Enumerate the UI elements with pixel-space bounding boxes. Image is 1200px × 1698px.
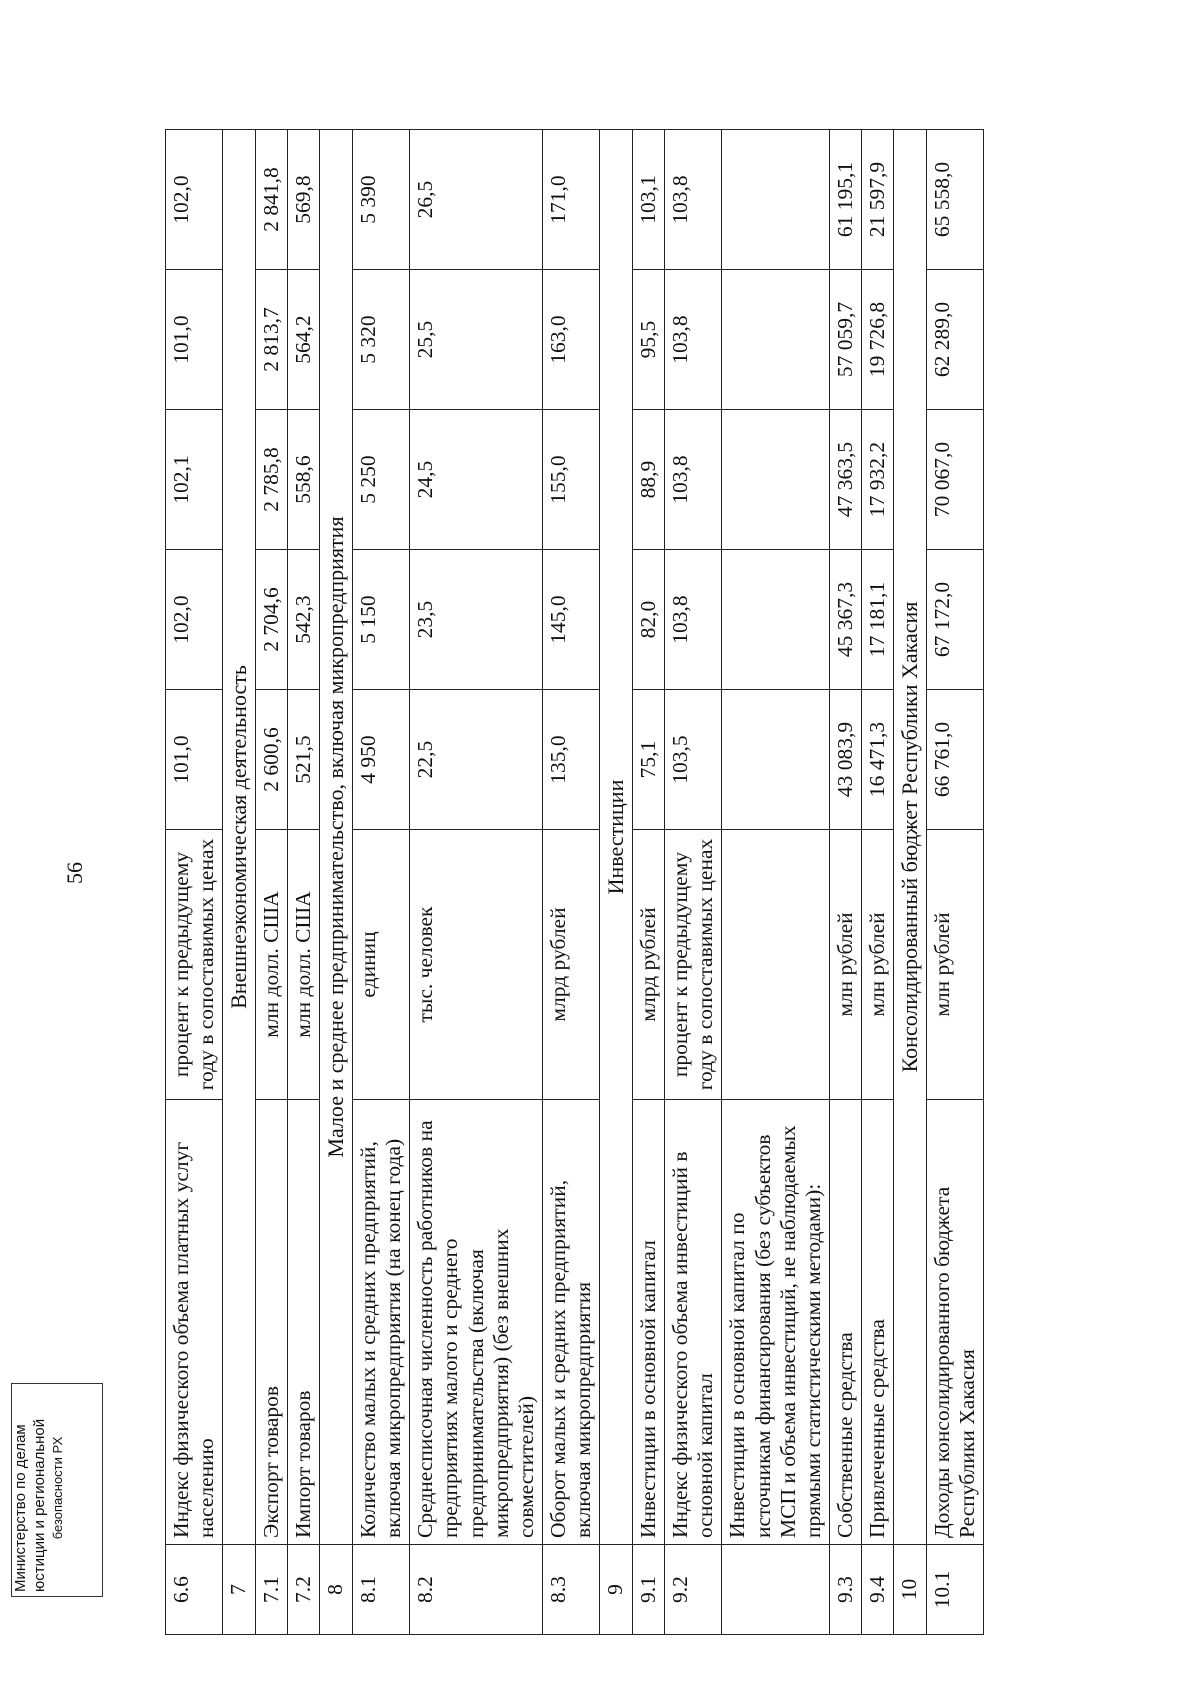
value-cell: 2 785,8 bbox=[256, 410, 288, 550]
value-cell: 75,1 bbox=[633, 690, 665, 830]
value-cell: 88,9 bbox=[633, 410, 665, 550]
row-number bbox=[722, 1545, 830, 1635]
value-cell: 103,8 bbox=[665, 270, 722, 410]
row-number: 6.6 bbox=[166, 1545, 223, 1635]
value-cell: 5 390 bbox=[353, 130, 410, 270]
value-cell: 21 597,9 bbox=[862, 130, 894, 270]
section-title: Консолидированный бюджет Республики Хакасия bbox=[894, 130, 927, 1545]
indicator-name: Собственные средства bbox=[830, 1100, 862, 1545]
row-number: 10.1 bbox=[927, 1545, 984, 1635]
value-cell: 2 600,6 bbox=[256, 690, 288, 830]
table-row bbox=[288, 130, 320, 1635]
unit-of-measure: единиц bbox=[353, 830, 410, 1100]
value-cell: 57 059,7 bbox=[830, 270, 862, 410]
value-cell: 101,0 bbox=[166, 690, 223, 830]
table-row bbox=[665, 130, 722, 1635]
value-cell: 102,1 bbox=[166, 410, 223, 550]
indicator-name: Среднесписочная численность работников на предприятиях малого и среднего предпринимательства (включая микропредприятия) (без внешних совместителей) bbox=[410, 1100, 543, 1545]
value-cell: 95,5 bbox=[633, 270, 665, 410]
value-cell: 135,0 bbox=[543, 690, 600, 830]
indicator-name: Экспорт товаров bbox=[256, 1100, 288, 1545]
value-cell: 66 761,0 bbox=[927, 690, 984, 830]
value-cell: 2 704,6 bbox=[256, 550, 288, 690]
row-number: 7.1 bbox=[256, 1545, 288, 1635]
value-cell: 521,5 bbox=[288, 690, 320, 830]
value-cell: 103,8 bbox=[665, 130, 722, 270]
stamp-line-3: безопасности РХ bbox=[49, 1436, 65, 1540]
value-cell: 17 181,1 bbox=[862, 550, 894, 690]
table-body bbox=[166, 130, 984, 1635]
value-cell: 155,0 bbox=[543, 410, 600, 550]
value-cell: 65 558,0 bbox=[927, 130, 984, 270]
indicator-name: Доходы консолидированного бюджета Республики Хакасия bbox=[927, 1100, 984, 1545]
row-number: 9.1 bbox=[633, 1545, 665, 1635]
row-number: 9.2 bbox=[665, 1545, 722, 1635]
unit-of-measure bbox=[722, 830, 830, 1100]
row-number: 7 bbox=[223, 1545, 256, 1635]
indicator-name: Инвестиции в основной капитал bbox=[633, 1100, 665, 1545]
unit-of-measure: млн долл. США bbox=[256, 830, 288, 1100]
unit-of-measure: тыс. человек bbox=[410, 830, 543, 1100]
value-cell: 82,0 bbox=[633, 550, 665, 690]
unit-of-measure: процент к предыдущему году в сопоставимых ценах bbox=[166, 830, 223, 1100]
table-row bbox=[927, 130, 984, 1635]
value-cell: 101,0 bbox=[166, 270, 223, 410]
table-row bbox=[256, 130, 288, 1635]
indicator-name: Импорт товаров bbox=[288, 1100, 320, 1545]
indicators-table bbox=[165, 129, 984, 1635]
page-number: 56 bbox=[62, 862, 87, 884]
value-cell: 70 067,0 bbox=[927, 410, 984, 550]
section-title: Внешнеэкономическая деятельность bbox=[223, 130, 256, 1545]
table-row bbox=[543, 130, 600, 1635]
value-cell: 542,3 bbox=[288, 550, 320, 690]
table-row bbox=[353, 130, 410, 1635]
value-cell: 16 471,3 bbox=[862, 690, 894, 830]
value-cell: 102,0 bbox=[166, 550, 223, 690]
value-cell: 23,5 bbox=[410, 550, 543, 690]
row-number: 10 bbox=[894, 1545, 927, 1635]
value-cell: 25,5 bbox=[410, 270, 543, 410]
value-cell bbox=[722, 130, 830, 270]
value-cell bbox=[722, 550, 830, 690]
section-row bbox=[320, 130, 353, 1635]
row-number: 9 bbox=[600, 1545, 633, 1635]
value-cell: 19 726,8 bbox=[862, 270, 894, 410]
indicator-name: Инвестиции в основной капитал по источникам финансирования (без субъектов МСП и объема инвестиций, не наблюдаемых прямыми статистическими методами): bbox=[722, 1100, 830, 1545]
table-row bbox=[722, 130, 830, 1635]
value-cell: 2 841,8 bbox=[256, 130, 288, 270]
value-cell: 569,8 bbox=[288, 130, 320, 270]
row-number: 8.2 bbox=[410, 1545, 543, 1635]
value-cell: 5 320 bbox=[353, 270, 410, 410]
value-cell: 103,8 bbox=[665, 550, 722, 690]
unit-of-measure: млрд рублей bbox=[633, 830, 665, 1100]
value-cell: 171,0 bbox=[543, 130, 600, 270]
unit-of-measure: млн рублей bbox=[830, 830, 862, 1100]
value-cell bbox=[722, 410, 830, 550]
row-number: 8 bbox=[320, 1545, 353, 1635]
value-cell: 564,2 bbox=[288, 270, 320, 410]
indicator-name: Привлеченные средства bbox=[862, 1100, 894, 1545]
table-row bbox=[830, 130, 862, 1635]
value-cell: 103,1 bbox=[633, 130, 665, 270]
indicator-name: Индекс физического объема инвестиций в основной капитал bbox=[665, 1100, 722, 1545]
row-number: 8.1 bbox=[353, 1545, 410, 1635]
section-row bbox=[223, 130, 256, 1635]
value-cell: 24,5 bbox=[410, 410, 543, 550]
unit-of-measure: млн рублей bbox=[927, 830, 984, 1100]
value-cell: 5 150 bbox=[353, 550, 410, 690]
section-row bbox=[894, 130, 927, 1635]
value-cell: 145,0 bbox=[543, 550, 600, 690]
section-title: Инвестиции bbox=[600, 130, 633, 1545]
value-cell: 67 172,0 bbox=[927, 550, 984, 690]
value-cell: 558,6 bbox=[288, 410, 320, 550]
indicator-name: Количество малых и средних предприятий, включая микропредприятия (на конец года) bbox=[353, 1100, 410, 1545]
value-cell: 103,5 bbox=[665, 690, 722, 830]
value-cell: 103,8 bbox=[665, 410, 722, 550]
value-cell: 5 250 bbox=[353, 410, 410, 550]
table-row bbox=[633, 130, 665, 1635]
stamp-line-2: юстиции и региональной bbox=[30, 1418, 48, 1592]
value-cell bbox=[722, 690, 830, 830]
value-cell: 45 367,3 bbox=[830, 550, 862, 690]
row-number: 9.4 bbox=[862, 1545, 894, 1635]
value-cell: 61 195,1 bbox=[830, 130, 862, 270]
value-cell: 62 289,0 bbox=[927, 270, 984, 410]
row-number: 9.3 bbox=[830, 1545, 862, 1635]
value-cell: 102,0 bbox=[166, 130, 223, 270]
value-cell: 22,5 bbox=[410, 690, 543, 830]
value-cell: 26,5 bbox=[410, 130, 543, 270]
value-cell: 17 932,2 bbox=[862, 410, 894, 550]
row-number: 7.2 bbox=[288, 1545, 320, 1635]
section-row bbox=[600, 130, 633, 1635]
unit-of-measure: процент к предыдущему году в сопоставимых ценах bbox=[665, 830, 722, 1100]
table-container bbox=[165, 130, 1090, 1635]
table-row bbox=[410, 130, 543, 1635]
unit-of-measure: млн рублей bbox=[862, 830, 894, 1100]
ministry-stamp bbox=[11, 1383, 103, 1597]
value-cell: 47 363,5 bbox=[830, 410, 862, 550]
row-number: 8.3 bbox=[543, 1545, 600, 1635]
value-cell: 2 813,7 bbox=[256, 270, 288, 410]
value-cell: 43 083,9 bbox=[830, 690, 862, 830]
section-title: Малое и среднее предпринимательство, включая микропредприятия bbox=[320, 130, 353, 1545]
indicator-name: Оборот малых и средних предприятий, включая микропредприятия bbox=[543, 1100, 600, 1545]
stamp-line-1: Министерство по делам bbox=[12, 1424, 29, 1592]
value-cell: 163,0 bbox=[543, 270, 600, 410]
value-cell: 4 950 bbox=[353, 690, 410, 830]
indicator-name: Индекс физического объема платных услуг населению bbox=[166, 1100, 223, 1545]
unit-of-measure: млн долл. США bbox=[288, 830, 320, 1100]
table-row bbox=[862, 130, 894, 1635]
unit-of-measure: млрд рублей bbox=[543, 830, 600, 1100]
value-cell bbox=[722, 270, 830, 410]
table-row bbox=[166, 130, 223, 1635]
